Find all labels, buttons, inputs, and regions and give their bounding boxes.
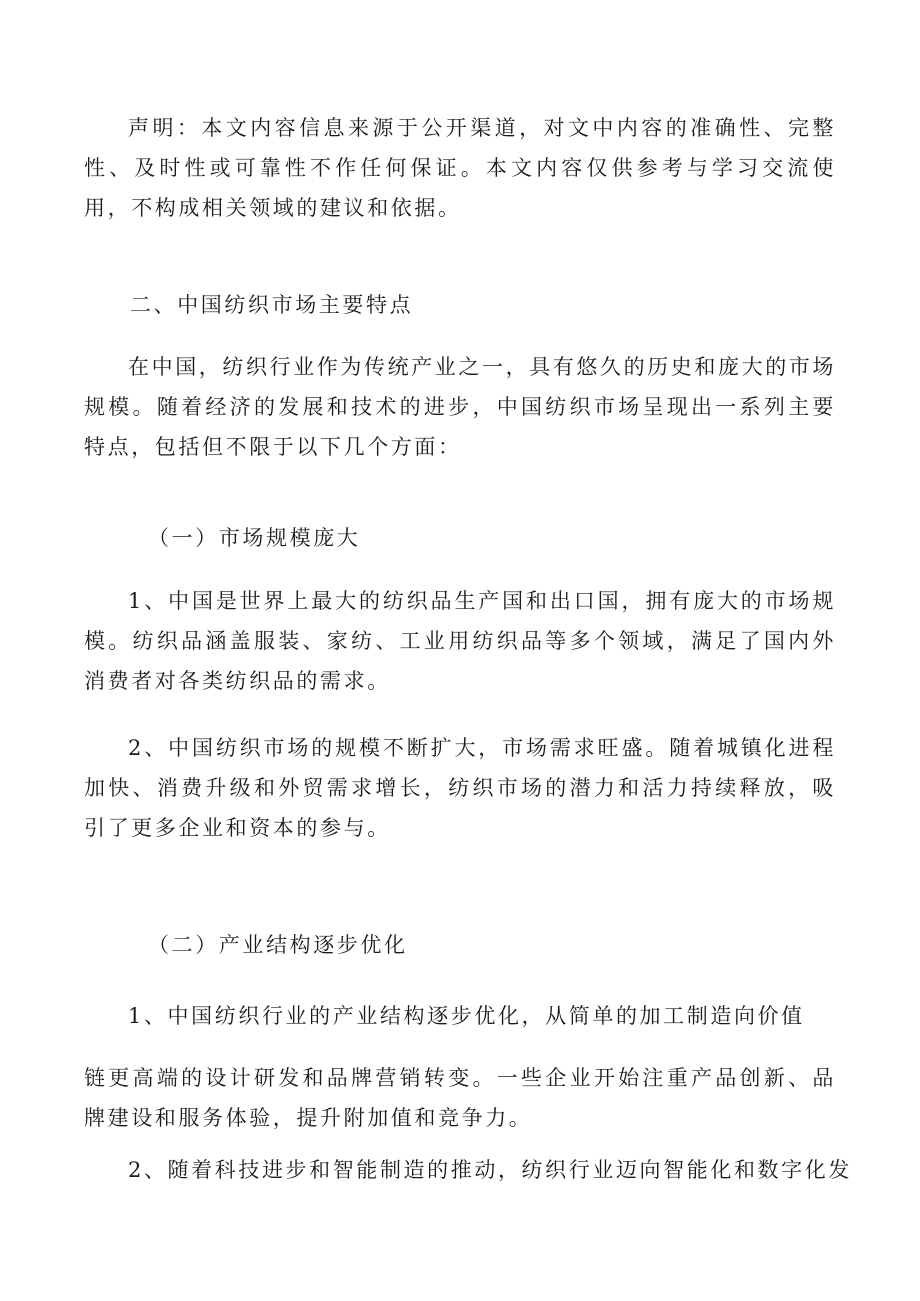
market-scale-paragraph-1: 1、中国是世界上最大的纺织品生产国和出口国，拥有庞大的市场规模。纺织品涵盖服装、家纺、工业用纺织品等多个领域，满足了国内外消费者对各类纺织品的需求。 bbox=[84, 589, 836, 693]
disclaimer-paragraph: 声明：本文内容信息来源于公开渠道，对文中内容的准确性、完整性、及时性或可靠性不作任何保证。本文内容仅供参考与学习交流使用，不构成相关领域的建议和依据。 bbox=[84, 116, 836, 220]
structure-paragraph-1-rest: 链更高端的设计研发和品牌营销转变。一些企业开始注重产品创新、品牌建设和服务体验，提升附加值和竞争力。 bbox=[84, 1066, 836, 1130]
structure-paragraph-2: 2、随着科技进步和智能制造的推动，纺织行业迈向智能化和数字化发 bbox=[128, 1158, 852, 1182]
section-title: 二、中国纺织市场主要特点 bbox=[130, 293, 414, 317]
subsection-title-market-scale: （一）市场规模庞大 bbox=[148, 526, 361, 550]
market-scale-paragraph-2: 2、中国纺织市场的规模不断扩大，市场需求旺盛。随着城镇化进程加快、消费升级和外贸需求增长，纺织市场的潜力和活力持续释放，吸引了更多企业和资本的参与。 bbox=[84, 736, 836, 840]
intro-paragraph: 在中国，纺织行业作为传统产业之一，具有悠久的历史和庞大的市场规模。随着经济的发展和技术的进步，中国纺织市场呈现出一系列主要特点，包括但不限于以下几个方面： bbox=[84, 355, 836, 459]
subsection-title-structure: （二）产业结构逐步优化 bbox=[148, 933, 408, 957]
structure-paragraph-1-first-line: 1、中国纺织行业的产业结构逐步优化，从简单的加工制造向价值 bbox=[128, 1004, 805, 1028]
